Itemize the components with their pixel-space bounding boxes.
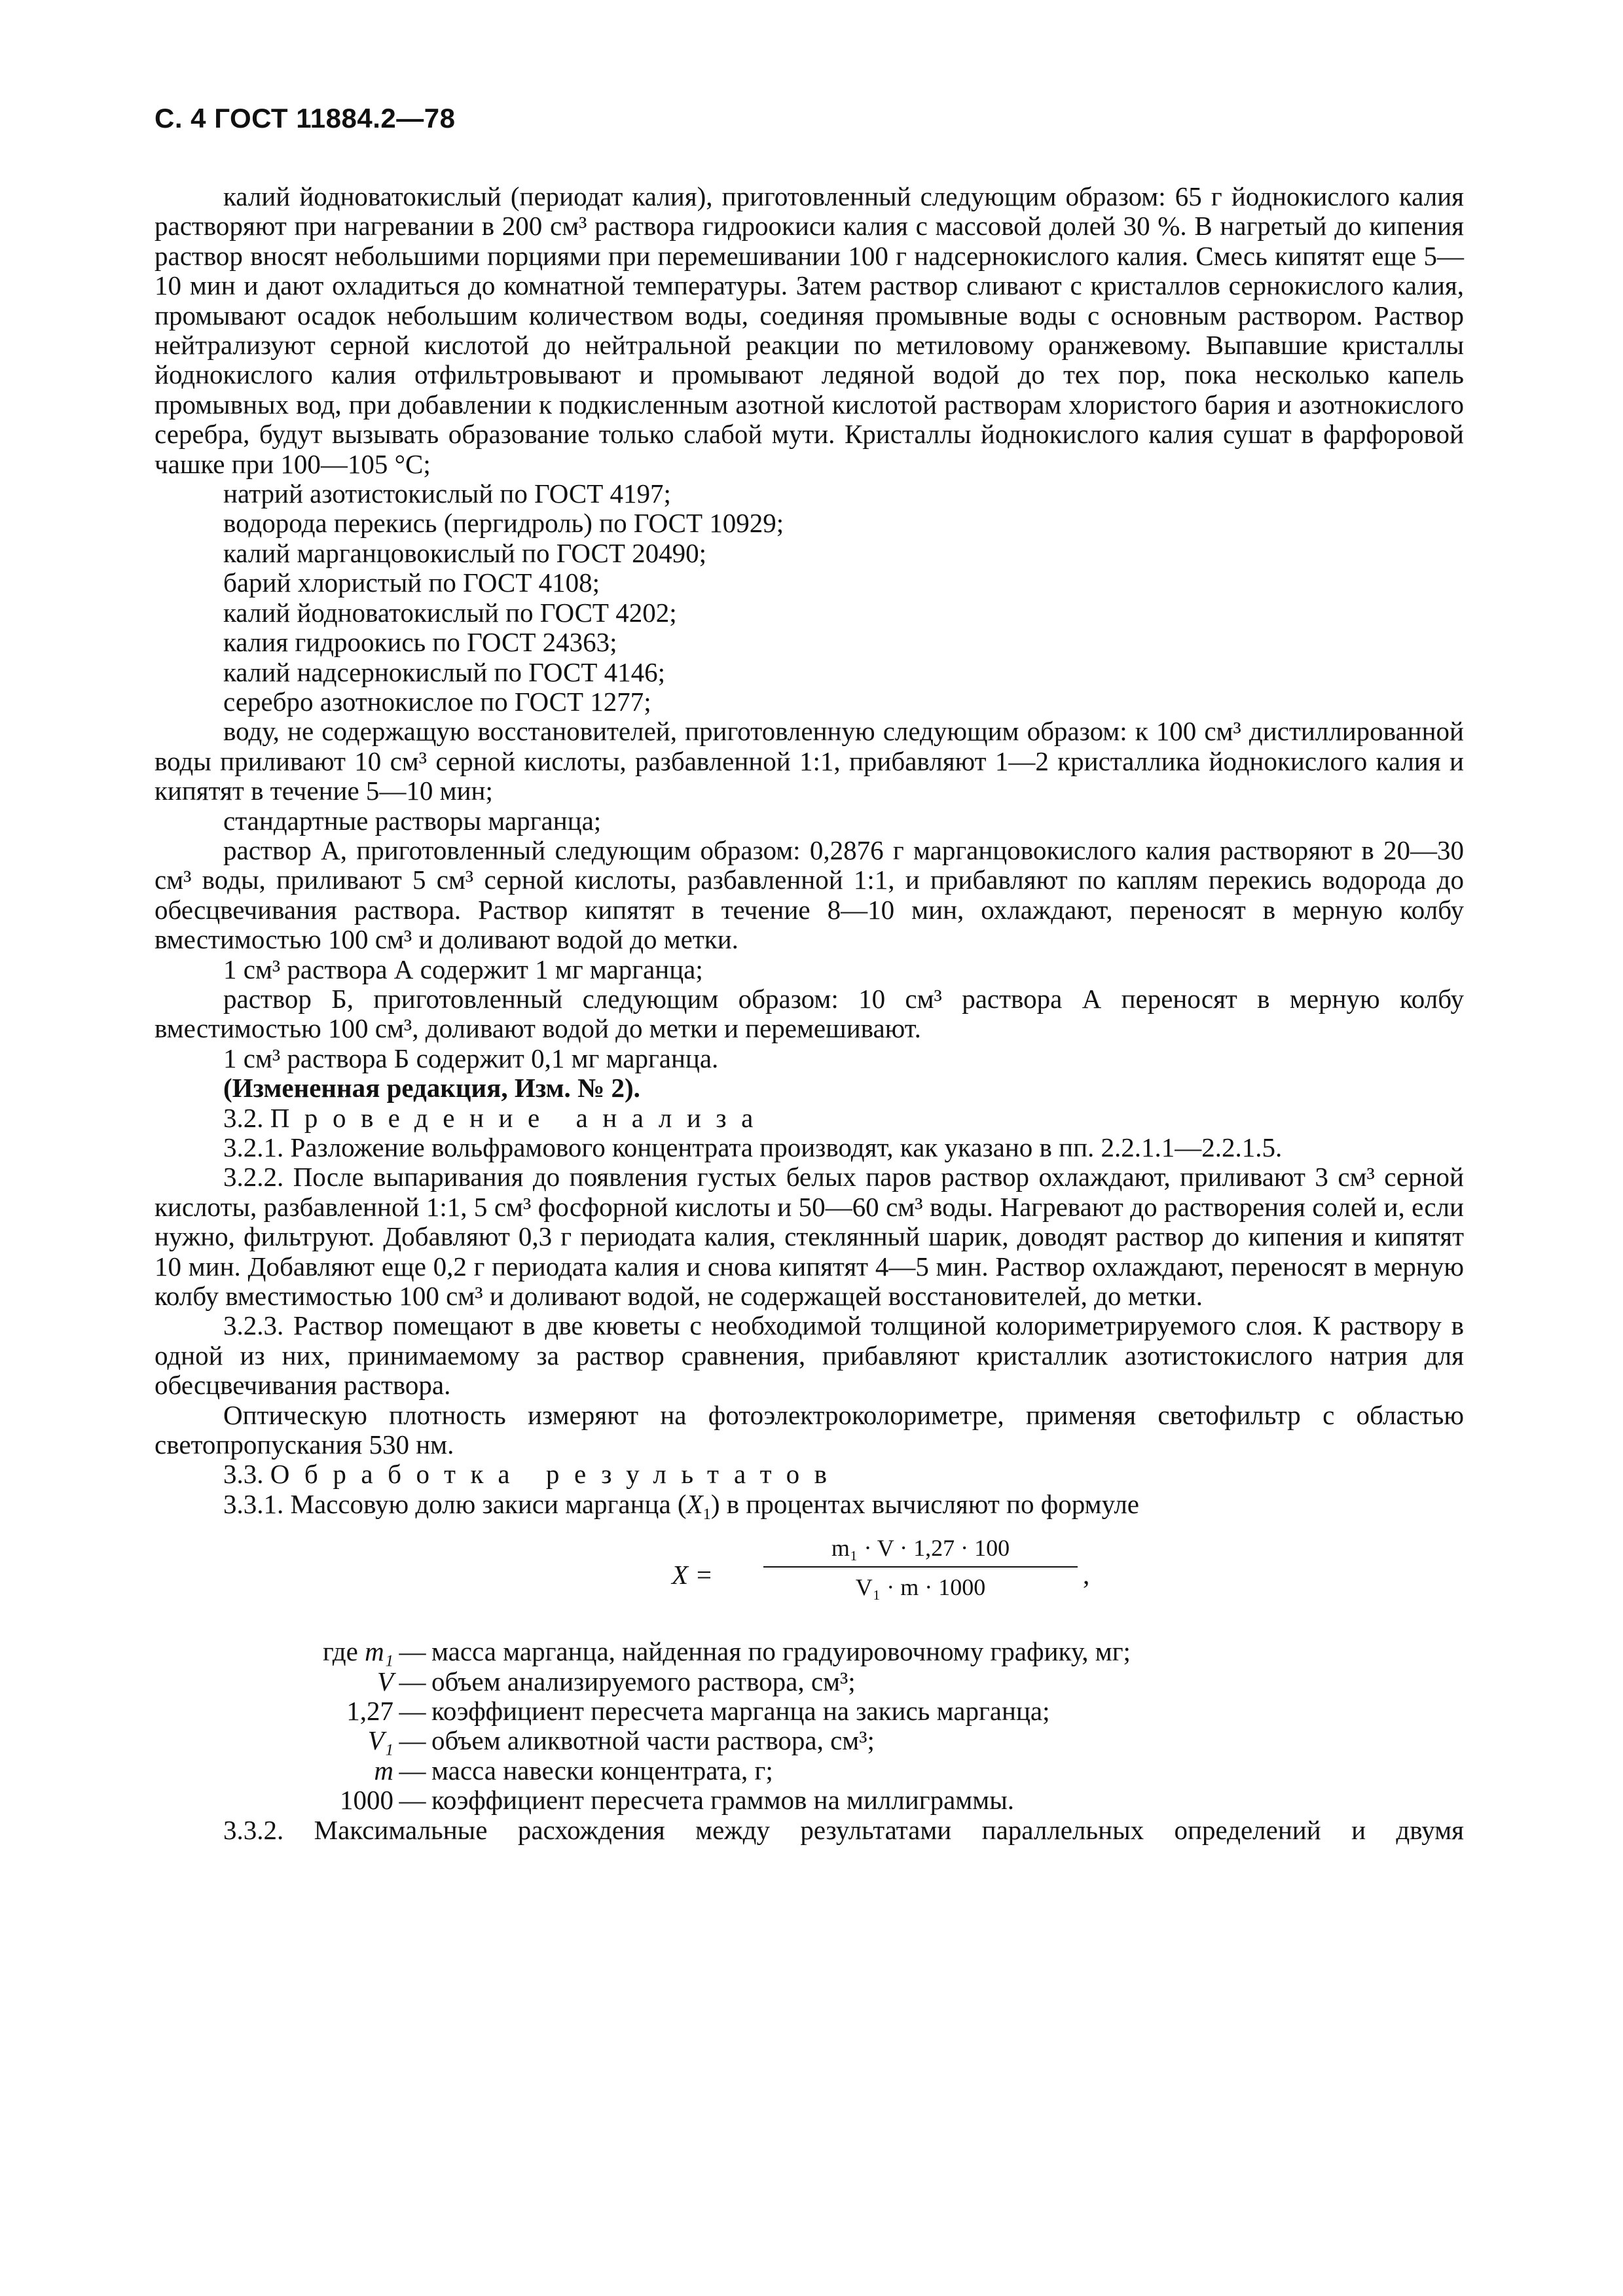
list-item: калий йодноватокислый по ГОСТ 4202;: [223, 597, 677, 628]
reagent-solution-a: раствор А, приготовленный следующим образом: 0,2876 г марганцовокислого калия растворяют в 20—30 см³ воды, приливают 5 см³ серной кислоты, разбавленной 1:1, и прибавляют по каплям перекись водорода до обесцвечивания раствора. Раствор кипятят в течение 8—10 мин, охлаждают, переносят в мерную колбу вместимостью 100 см³ и доливают водой до метки.: [155, 834, 1464, 955]
formula-lhs: X =: [672, 1560, 713, 1590]
reagent-std-solutions: стандартные растворы марганца;: [223, 805, 602, 836]
formula-comma: ,: [1083, 1560, 1090, 1590]
reagent-list: [155, 479, 1464, 717]
definition-row: m — масса навески концентрата, г;: [155, 1756, 1464, 1785]
list-item: серебро азотнокислое по ГОСТ 1277;: [223, 686, 651, 717]
definition-symbol: V₁: [367, 1725, 393, 1756]
list-item: водорода перекись (пергидроль) по ГОСТ 10929;: [223, 508, 784, 539]
paragraph-3-3-2: 3.3.2. Максимальные расхождения между результатами параллельных определений и двумя: [223, 1814, 1464, 1845]
definition-row: 1,27 — коэффициент пересчета марганца на закись марганца;: [155, 1696, 1464, 1726]
definition-row: V₁ — объем аликвотной части раствора, см³;: [155, 1726, 1464, 1755]
definition-symbol: V: [376, 1666, 393, 1696]
fraction-bar: [763, 1566, 1078, 1568]
formula-numerator: m₁ · V · 1,27 · 100: [831, 1535, 1010, 1562]
definition-symbol: m: [374, 1755, 393, 1785]
list-item: барий хлористый по ГОСТ 4108;: [223, 567, 600, 598]
definition-symbol: m₁: [365, 1636, 393, 1667]
definition-symbol: 1000: [340, 1785, 393, 1816]
document-body: [155, 182, 1464, 1845]
paragraph-3-2-1: 3.2.1. Разложение вольфрамового концентрата производят, как указано в пп. 2.2.1.1—2.2.1.5.: [223, 1132, 1283, 1162]
definition-row: где m₁ — масса марганца, найденная по градуировочному графику, мг;: [155, 1637, 1464, 1666]
variable-definitions: [155, 1637, 1464, 1815]
paragraph-3-2-3: 3.2.3. Раствор помещают в две кюветы с необходимой толщиной колориметрируемого слоя. К раствору в одной из них, принимаемому за раствор сравнения, прибавляют кристаллик азотистокислого натрия для обесцвечивания раствора.: [155, 1310, 1464, 1401]
definition-text: коэффициент пересчета марганца на закись марганца;: [431, 1696, 1050, 1727]
definition-text: масса навески концентрата, г;: [431, 1755, 773, 1785]
definition-text: объем анализируемого раствора, см³;: [431, 1666, 856, 1696]
formula: [155, 1531, 1464, 1623]
section-title: Обработка результатов: [270, 1459, 842, 1490]
definition-text: масса марганца, найденная по градуировочному графику, мг;: [431, 1636, 1131, 1667]
paragraph-optical-density: Оптическую плотность измеряют на фотоэлектроколориметре, применяя светофильтр с областью светопропускания 530 нм.: [155, 1399, 1464, 1460]
section-number: 3.2.: [223, 1102, 264, 1133]
list-item: калий марганцовокислый по ГОСТ 20490;: [223, 537, 707, 568]
paragraph-3-3-1: 3.3.1. Массовую долю закиси марганца $(X_1)$ в процентах вычисляют по формуле: [223, 1488, 1139, 1524]
reagent-water: воду, не содержащую восстановителей, приготовленную следующим образом: к 100 см³ дистиллированной воды приливают 10 см³ серной кислоты, разбавленной 1:1, прибавляют 1—2 кристаллика йоднокислого калия и кипятят в течение 5—10 мин;: [155, 716, 1464, 806]
definition-text: коэффициент пересчета граммов на миллиграммы.: [431, 1785, 1014, 1816]
section-number: 3.3.: [223, 1459, 264, 1490]
section-title: Проведение анализа: [270, 1102, 768, 1133]
formula-fraction: [763, 1531, 1078, 1604]
where-label: где: [323, 1636, 358, 1667]
list-item: натрий азотистокислый по ГОСТ 4197;: [223, 478, 671, 509]
list-item: калия гидроокись по ГОСТ 24363;: [223, 627, 617, 658]
amendment-note: (Измененная редакция, Изм. № 2).: [223, 1073, 640, 1103]
paragraph-3-2-2: 3.2.2. После выпаривания до появления густых белых паров раствор охлаждают, приливают 3 см³ серной кислоты, разбавленной 1:1, 5 см³ фосфорной кислоты и 50—60 см³ воды. Нагревают до растворения солей и, если нужно, фильтруют. Добавляют 0,3 г периодата калия, стеклянный шарик, доводят раствор до кипения и кипятят 10 мин. Добавляют еще 0,2 г периодата калия и снова кипятят 4—5 мин. Раствор охлаждают, переносят в мерную колбу вместимостью 100 см³ и доливают водой, не содержащей восстановителей, до метки.: [155, 1162, 1464, 1312]
reagent-periodate: калий йодноватокислый (периодат калия), приготовленный следующим образом: 65 г йоднокислого калия растворяют при нагревании в 200 см³ раствора гидроокиси калия с массовой долей 30 %. В нагретый до кипения раствор вносят небольшими порциями при перемешивании 100 г надсернокислого калия. Смесь кипятят еще 5—10 мин и дают охладиться до комнатной температуры. Затем раствор сливают с кристаллов сернокислого калия, промывают осадок небольшим количеством воды, соединяя промывные воды с основным раствором. Раствор нейтрализуют серной кислотой до нейтральной реакции по метиловому оранжевому. Выпавшие кристаллы йоднокислого калия отфильтровывают и промывают ледяной водой до тех пор, пока несколько капель промывных вод, при добавлении к подкисленным азотной кислотой растворам хлористого бария и азотнокислого серебра, будут вызывать образование только слабой мути. Кристаллы йоднокислого калия сушат в фарфоровой чашке при 100—105 °С;: [155, 181, 1464, 479]
definition-row: 1000 — коэффициент пересчета граммов на миллиграммы.: [155, 1785, 1464, 1815]
definition-text: объем аликвотной части раствора, см³;: [431, 1725, 875, 1756]
definition-symbol: 1,27: [346, 1696, 393, 1727]
reagent-solution-b: раствор Б, приготовленный следующим образом: 10 см³ раствора А переносят в мерную колбу вместимостью 100 см³, доливают водой до метки и перемешивают.: [155, 983, 1464, 1044]
list-item: калий надсернокислый по ГОСТ 4146;: [223, 656, 666, 687]
definition-row: V — объем анализируемого раствора, см³;: [155, 1667, 1464, 1696]
section-heading-3-3: [155, 1460, 1464, 1489]
section-heading-3-2: [155, 1103, 1464, 1133]
page-header: С. 4 ГОСТ 11884.2—78: [155, 103, 456, 134]
solution-b-content: 1 см³ раствора Б содержит 0,1 мг марганца.: [223, 1043, 719, 1073]
formula-denominator: V₁ · m · 1000: [855, 1574, 986, 1601]
solution-a-content: 1 см³ раствора А содержит 1 мг марганца;: [223, 954, 703, 984]
